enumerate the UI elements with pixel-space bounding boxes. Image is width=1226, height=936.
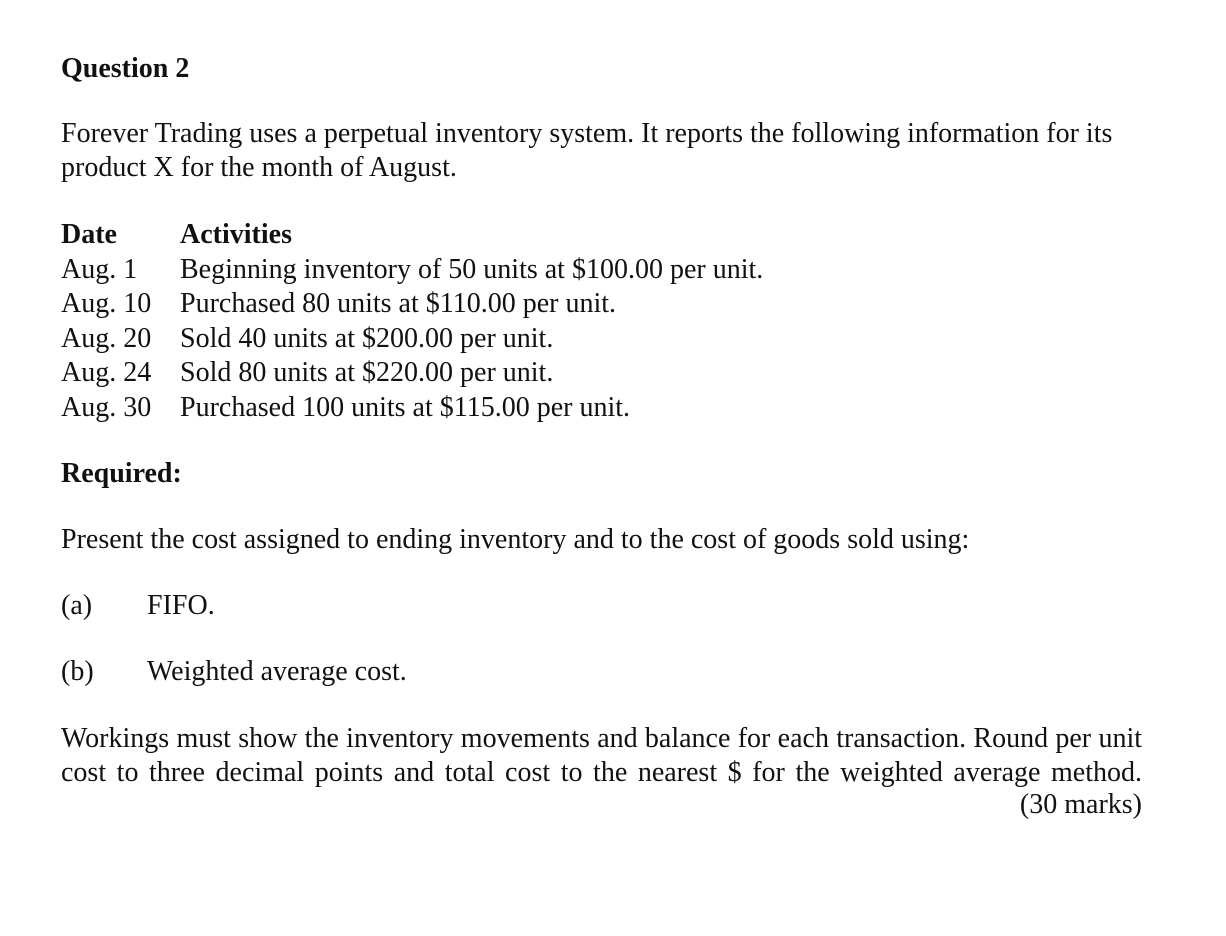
- required-heading: Required:: [61, 458, 182, 489]
- activity-description: Sold 40 units at $200.00 per unit.: [180, 322, 554, 354]
- marks-label: (30 marks): [1019, 789, 1142, 820]
- part-label: (b): [61, 656, 94, 687]
- activity-row: [61, 253, 1142, 288]
- header-activities: Activities: [180, 219, 292, 250]
- activity-date: Aug. 1: [61, 253, 138, 285]
- activities-header-row: [61, 218, 1142, 253]
- activity-description: Sold 80 units at $220.00 per unit.: [180, 357, 554, 388]
- part-label: (a): [61, 590, 93, 621]
- activity-date: Aug. 24: [61, 357, 152, 388]
- part-a: [61, 589, 215, 623]
- question-intro: Forever Trading uses a perpetual inventory system. It reports the following information for its product X for the month of August.: [61, 118, 1113, 183]
- activity-date: Aug. 30: [61, 391, 152, 423]
- part-b: [61, 655, 407, 689]
- header-date: Date: [61, 219, 117, 250]
- workings-note: Workings must show the inventory movements and balance for each transaction. Round per unit cost to three decimal points and total cost to the nearest $ for the weighted average method.: [61, 723, 1142, 788]
- question-title: Question 2: [61, 53, 190, 84]
- activity-date: Aug. 20: [61, 322, 152, 354]
- activity-description: Beginning inventory of 50 units at $100.00 per unit.: [180, 253, 764, 285]
- activity-row: [61, 391, 1142, 426]
- activity-description: Purchased 100 units at $115.00 per unit.: [180, 391, 631, 423]
- activity-row: [61, 287, 1142, 322]
- activity-description: Purchased 80 units at $110.00 per unit.: [180, 288, 617, 319]
- activity-row: [61, 322, 1142, 357]
- part-text: Weighted average cost.: [147, 656, 407, 687]
- activity-row: [61, 356, 1142, 391]
- activities-table: [61, 218, 1142, 425]
- activity-date: Aug. 10: [61, 288, 152, 319]
- instruction-text: Present the cost assigned to ending inventory and to the cost of goods sold using:: [61, 524, 970, 555]
- part-text: FIFO.: [147, 590, 215, 621]
